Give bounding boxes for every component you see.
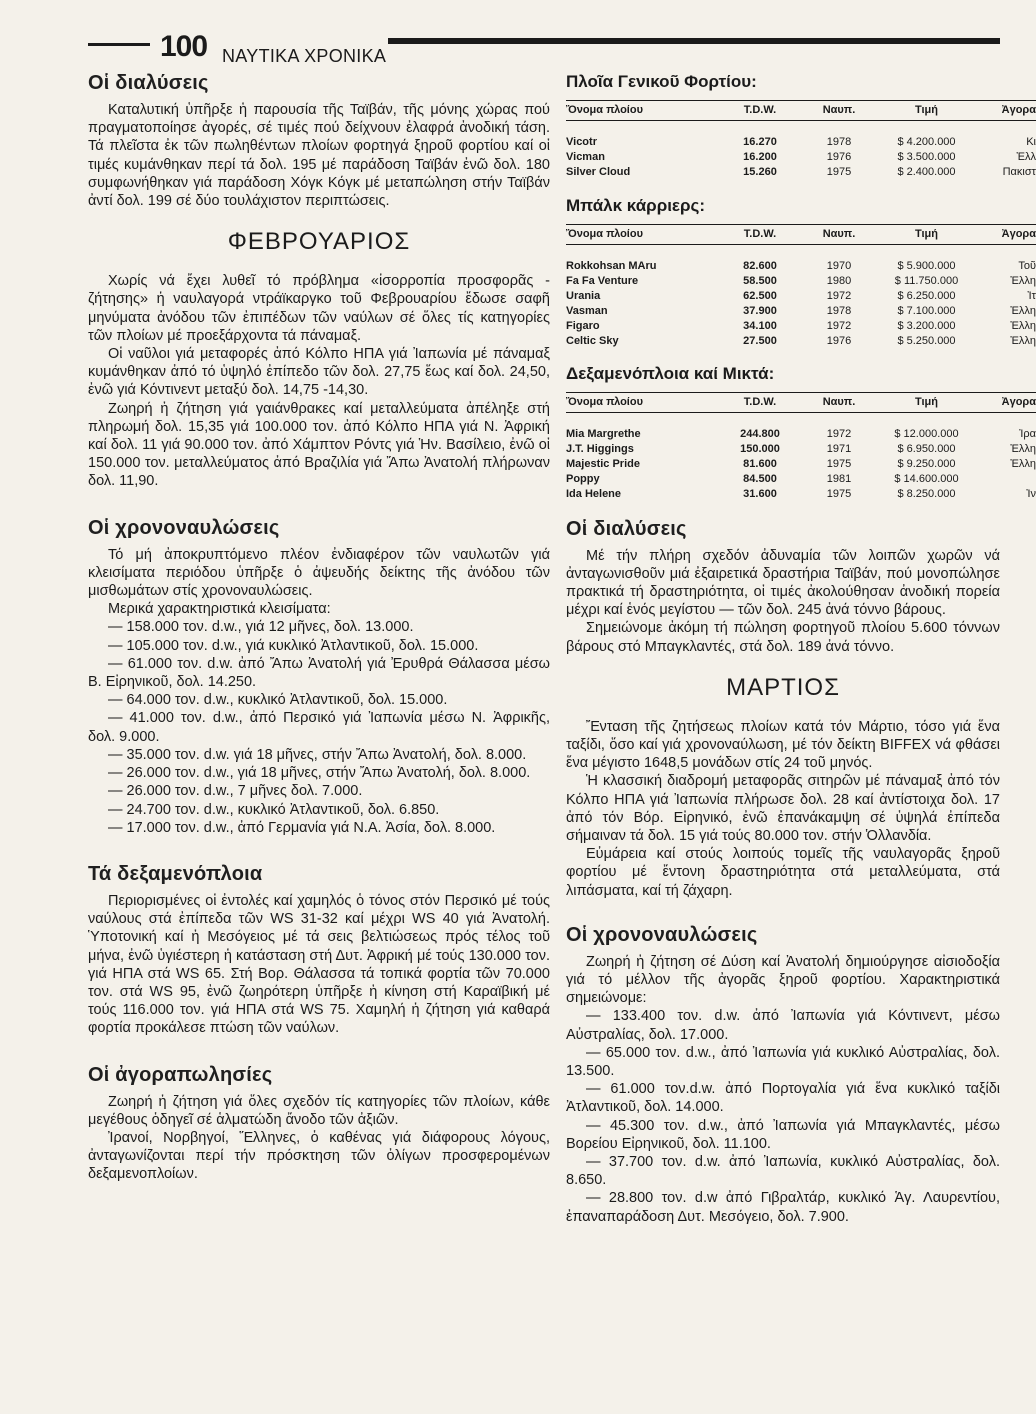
page-number: 100 xyxy=(160,30,208,63)
paragraph: Περιορισμένες οἱ ἐντολές καί χαμηλός ὁ τόνος στόν Περσικό μέ τούς ναύλους στά ἐπίπεδα τῶν WS 31-32 καί μέχρι WS 40 γιά Ἀνατολή. Ὑποτονική καί ἡ Μεσόγειος μέ τά σεις βελτιώσεως πρός τέλος τοῦ μήνα, ἐνῶ ὑγιέστερη ἡ κατάσταση στή Δυτ. Ἀφρική μέ τούς 130.000 τον. γιά ΗΠΑ στά WS 65. Στή Βορ. Θάλασσα τά τοπικά φορτία τῶν 70.000 τον. στά WS 95, ἐνῶ ζωηρότερη ὑπῆρξε ἡ κίνηση στή Καραϊβική μέ τούς 116.000 τον. γιά ΗΠΑ στά WS 75. Χαμηλή ἡ ζήτηση γιά καθαρά φορτία προκάλεσε πτώση τῶν ναύλων. xyxy=(88,892,550,1037)
table-row xyxy=(566,472,1036,487)
list-item: — 41.000 τον. d.w., ἀπό Περσικό γιά Ἰαπωνία μέσω Ν. Ἀφρικῆς, δολ. 9.000. xyxy=(88,710,550,745)
ships-table xyxy=(566,100,1036,180)
cell-tdw: 16.270 xyxy=(743,136,777,148)
table-spacer xyxy=(566,244,1036,258)
cell-tdw: 62.500 xyxy=(743,289,777,302)
right-column xyxy=(566,72,1036,1414)
cell-price: $ 2.400.000 xyxy=(897,166,956,178)
cell-ship-name: Poppy xyxy=(566,473,600,485)
cell-buyer: Ἑλλη xyxy=(1010,319,1036,332)
list-item: — 105.000 τον. d.w., γιά κυκλικό Ἀτλαντικοῦ, δολ. 15.000. xyxy=(108,637,479,654)
paragraph: Εὐμάρεια καί στούς λοιπούς τομεῖς τῆς ναυλαγορᾶς ξηροῦ φορτίου μέ ἔντονη δραστηριότητα στά μεταλλεύματα, στά λιπάσματα, καί τή ζάχαρη. xyxy=(566,846,1000,899)
cell-built-year: 1972 xyxy=(826,289,852,302)
cell-built-year: 1980 xyxy=(826,274,852,287)
section-title: Οἱ ἀγοραπωλησίες xyxy=(88,1063,273,1086)
cell-buyer: Ἑλλη xyxy=(1010,274,1036,287)
table-row xyxy=(566,135,1036,150)
cell-ship-name: Figaro xyxy=(566,319,600,332)
table-row xyxy=(566,258,1036,273)
paragraph: Ζωηρή ἡ ζήτηση γιά γαιάνθρακες καί μεταλλεύματα ἀπέληξε στή πληρωμή δολ. 15,35 γιά 100.000 τον. ἀπό Κόλπο ΗΠΑ γιά Ν. Ἀφρική καί δολ. 11 γιά 90.000 τον. ἀπό Χάμπτον Ρόντς γιά Ἡν. Βασίλειο, ἐνῶ οἱ 150.000 τον. μεταλλεύματος ἀπό Βραζιλία γιά Ἄπω Ἀνατολή πλήρωναν δολ. 11,90. xyxy=(88,400,550,490)
left-column xyxy=(88,72,550,1184)
section-sales-feb xyxy=(88,1064,550,1184)
list-item: — 37.700 τον. d.w. ἀπό Ἰαπωνία, κυκλικό Αὐστραλίας, δολ. 8.650. xyxy=(566,1153,1000,1189)
col-header-name: Ὄνομα πλοίου xyxy=(566,101,721,121)
cell-price: $ 7.100.000 xyxy=(897,304,956,317)
col-header-buyer: Ἀγορα xyxy=(974,224,1036,244)
page-header xyxy=(88,30,1000,70)
cell-tdw: 37.900 xyxy=(743,304,777,317)
cell-buyer: Ἰρα xyxy=(1019,428,1036,440)
cell-price: $ 14.600.000 xyxy=(894,473,959,485)
table-title: Δεξαμενόπλοια καί Μικτά: xyxy=(566,364,775,383)
cell-ship-name: J.T. Higgings xyxy=(566,443,634,455)
cell-buyer: Ἑλλη xyxy=(1010,304,1036,317)
col-header-built: Ναυπ. xyxy=(799,393,879,413)
cell-built-year: 1981 xyxy=(826,473,852,485)
col-header-tdw: T.D.W. xyxy=(721,101,799,121)
paragraph: Χωρίς νά ἔχει λυθεῖ τό πρόβλημα «ἰσορροπία προσφορᾶς - ζήτησης» ἡ ναυλαγορά ντράϊκαργκο τοῦ Φεβρουαρίου ἔδωσε σαφῆ μηνύματα ἀνόδου τῶν ἐπιπέδων τῶν ναύλων σέ ὅλες τίς κατηγορίες τῶν πλοίων μέ προεξάρχοντα τά πάναμαξ. xyxy=(88,273,550,344)
col-header-price: Τιμή xyxy=(879,101,974,121)
paragraph: Ἰρανοί, Νορβηγοί, Ἕλληνες, ὁ καθένας γιά διάφορους λόγους, ἀνταγωνίζονται περί τήν πρόσκτηση τῶν ὀλίγων προσφερομένων δεξαμενοπλοίων. xyxy=(88,1129,550,1183)
col-header-price: Τιμή xyxy=(879,224,974,244)
table-row xyxy=(566,442,1036,457)
cell-price: $ 6.250.000 xyxy=(897,289,956,302)
section-title: Τά δεξαμενόπλοια xyxy=(88,862,263,885)
cell-buyer: Ἰν xyxy=(1026,488,1036,500)
magazine-title: ΝΑΥΤΙΚΑ ΧΡΟΝΙΚΑ xyxy=(222,46,387,66)
table-title: Πλοῖα Γενικοῦ Φορτίου: xyxy=(566,72,757,91)
cell-buyer xyxy=(974,472,1036,487)
list-item: — 28.800 τον. d.w ἀπό Γιβραλτάρ, κυκλικό Ἁγ. Λαυρεντίου, ἐπαναπαράδοση Δυτ. Μεσόγειο, δολ. 7.900. xyxy=(566,1190,1000,1225)
col-header-built: Ναυπ. xyxy=(799,224,879,244)
cell-buyer: Ἑλλ xyxy=(1016,151,1036,163)
table-row xyxy=(566,288,1036,303)
section-title: Οἱ διαλύσεις xyxy=(566,517,687,540)
paragraph: Ζωηρή ἡ ζήτηση γιά ὅλες σχεδόν τίς κατηγορίες τῶν πλοίων, κάθε μεγέθους ὁδηγεῖ σέ ἁλματώδη ἄνοδο τῶν ἀξιῶν. xyxy=(88,1093,550,1128)
cell-built-year: 1975 xyxy=(826,166,852,178)
cell-price: $ 5.900.000 xyxy=(897,259,956,272)
cell-tdw: 34.100 xyxy=(743,319,777,332)
cell-built-year: 1975 xyxy=(826,488,852,500)
table-spacer xyxy=(566,121,1036,135)
col-header-tdw: T.D.W. xyxy=(721,224,799,244)
cell-built-year: 1978 xyxy=(826,304,852,317)
cell-price: $ 11.750.000 xyxy=(894,274,959,287)
paragraph: Σημειώνομε ἀκόμη τή πώληση φορτηγοῦ πλοίου 5.600 τόννων βάρους στό Μπαγκλαντές, στά δολ. 189 ἀνά τόννο. xyxy=(566,620,1000,655)
cell-built-year: 1971 xyxy=(826,443,852,455)
paragraph: Ζωηρή ἡ ζήτηση σέ Δύση καί Ἀνατολή δημιούργησε αἰσιοδοξία γιά τό μέλλον τῆς ἀγορᾶς ξηροῦ φορτίου. Χαρακτηριστικά σημειώνομε: xyxy=(566,953,1000,1007)
cell-price: $ 3.200.000 xyxy=(897,319,956,332)
section-february xyxy=(88,272,550,490)
col-header-built: Ναυπ. xyxy=(799,101,879,121)
cell-ship-name: Silver Cloud xyxy=(566,166,631,178)
cell-price: $ 4.200.000 xyxy=(897,136,956,148)
cell-buyer: Ἑλλη xyxy=(1010,334,1036,347)
section-chrononavlosis-feb xyxy=(88,517,550,837)
cell-built-year: 1972 xyxy=(826,428,852,440)
cell-price: $ 9.250.000 xyxy=(897,458,956,470)
paragraph: Καταλυτική ὑπῆρξε ἡ παρουσία τῆς Ταϊβάν, τῆς μόνης χώρας πού πραγματοποίησε ἀγορές, σέ τιμές πού δείχνουν ἐλαφρά ἀνοδική τάση. Τά πλεῖστα ἐκ τῶν πωληθέντων πλοίων φορτηγά ξηροῦ φορτίου καί οἱ τιμές κυμάνθηκαν περί τά δολ. 195 μέ παράδοση Ταϊβάν ἐνῶ δολ. 180 συμφωνήθηκαν γιά παράδοση Χόγκ Κόγκ μέ μεταπώληση στήν Ταϊβάν ἀντί δολ. 199 σέ δύο τουλάχιστον περιπτώσεις. xyxy=(88,102,550,210)
table-title: Μπάλκ κάρριερς: xyxy=(566,195,706,215)
cell-tdw: 15.260 xyxy=(743,166,777,178)
cell-buyer: Τοῦ xyxy=(1018,259,1036,272)
cell-ship-name: Rokkohsan MAru xyxy=(566,259,657,272)
month-title-february: ΦΕΒΡΟΥΑΡΙΟΣ xyxy=(227,228,411,256)
cell-tdw: 81.600 xyxy=(743,458,777,470)
cell-buyer: Ἑλλη xyxy=(1010,458,1036,470)
list-item: — 26.000 τον. d.w., 7 μῆνες δολ. 7.000. xyxy=(108,783,363,800)
list-item: — 45.300 τον. d.w., ἀπό Ἰαπωνία γιά Μπαγκλαντές, μέσω Βορείου Εἰρηνικοῦ, δολ. 11.100. xyxy=(566,1117,1000,1152)
cell-tdw: 150.000 xyxy=(740,443,780,455)
section-title: Οἱ χρονοναυλώσεις xyxy=(88,516,280,539)
charter-list xyxy=(566,1007,1000,1225)
list-item: — 133.400 τον. d.w. ἀπό Ἰαπωνία γιά Κόντινεντ, μέσω Αὐστραλίας, δολ. 17.000. xyxy=(566,1008,1000,1043)
month-title-march: ΜΑΡΤΙΟΣ xyxy=(726,673,840,701)
list-title: Μερικά χαρακτηριστικά κλεισίματα: xyxy=(108,601,331,618)
cell-ship-name: Vicotr xyxy=(566,136,597,148)
header-rule-right xyxy=(388,38,1000,44)
col-header-buyer: Ἀγορα xyxy=(974,101,1036,121)
cell-ship-name: Urania xyxy=(566,289,601,302)
ships-table xyxy=(566,392,1036,502)
cell-ship-name: Celtic Sky xyxy=(566,334,619,347)
ships-table xyxy=(566,224,1036,349)
section-march xyxy=(566,718,1000,900)
col-header-price: Τιμή xyxy=(879,393,974,413)
cell-ship-name: Majestic Pride xyxy=(566,458,640,470)
cell-tdw: 27.500 xyxy=(743,334,777,347)
paragraph: Μέ τήν πλήρη σχεδόν ἀδυναμία τῶν λοιπῶν χωρῶν νά ἀνταγωνισθοῦν μιά ἐξαιρετικά δραστήρια Ταϊβάν, πού μονοπώλησε πρακτικά τή δραστηριότητα, οἱ τιμές ἀκολούθησαν ἀνοδική πορεία μέχρι καί ἑνός μεγίστου — τῶν δολ. 245 ἀνά τόννο βάρους. xyxy=(566,547,1000,619)
paragraph: Οἱ ναῦλοι γιά μεταφορές ἀπό Κόλπο ΗΠΑ γιά Ἰαπωνία μέ πάναμαξ κυμάνθηκαν ἀπό τό ὑψηλό ἐπίπεδο τῶν δολ. 27,75 ἕως καί δολ. 24,50, ἐνῶ γιά Κόντινεντ μεταξύ δολ. 14,75 -14,30. xyxy=(88,346,550,399)
cell-buyer: Ἰτ xyxy=(1027,289,1036,302)
table-header-row xyxy=(566,224,1036,244)
section-dialyseis-mar xyxy=(566,518,1000,656)
cell-ship-name: Mia Margrethe xyxy=(566,428,641,440)
table-header-row xyxy=(566,393,1036,413)
cell-ship-name: Vicman xyxy=(566,151,605,163)
header-rule-left xyxy=(88,43,150,46)
cell-tdw: 82.600 xyxy=(743,259,777,272)
cell-price: $ 12.000.000 xyxy=(894,428,959,440)
paragraph: Ἡ κλασσική διαδρομή μεταφορᾶς σιτηρῶν μέ πάναμαξ ἀπό τόν Κόλπο ΗΠΑ γιά Ἰαπωνία πλήρωσε δολ. 28 καί ἀντίστοιχα δολ. 17 ἀπό τόν Βόρ. Εἰρηνικό, ἐνῶ ἐπανάκαμψη σέ ὑψηλά ἐπίπεδα σήμαιναν τά δολ. 15 γιά τούς 80.000 τον. στήν Ὁλλανδία. xyxy=(566,773,1000,844)
table-row xyxy=(566,273,1036,288)
table-row xyxy=(566,487,1036,502)
cell-ship-name: Fa Fa Venture xyxy=(566,274,639,287)
table-general-cargo xyxy=(566,72,1036,180)
table-row xyxy=(566,318,1036,333)
cell-tdw: 244.800 xyxy=(740,428,780,440)
list-item: — 65.000 τον. d.w., ἀπό Ἰαπωνία γιά κυκλικό Αὐστραλίας, δολ. 13.500. xyxy=(566,1044,1000,1079)
col-header-tdw: T.D.W. xyxy=(721,393,799,413)
table-row xyxy=(566,427,1036,442)
cell-tdw: 58.500 xyxy=(743,274,777,287)
list-item: — 61.000 τον.d.w. ἀπό Πορτογαλία γιά ἕνα κυκλικό ταξίδι Ἀτλαντικοῦ, δολ. 14.000. xyxy=(566,1081,1000,1116)
table-row xyxy=(566,150,1036,165)
cell-price: $ 6.950.000 xyxy=(897,443,956,455)
cell-buyer: Ἑλλη xyxy=(1010,443,1036,455)
cell-buyer: Πακιστ xyxy=(1002,166,1036,178)
cell-price: $ 3.500.000 xyxy=(897,151,956,163)
table-bulk-carriers xyxy=(566,195,1036,349)
list-item: — 26.000 τον. d.w., γιά 18 μῆνες, στήν Ἄπω Ἀνατολή, δολ. 8.000. xyxy=(108,765,531,782)
paragraph: Τό μή ἀποκρυπτόμενο πλέον ἐνδιαφέρον τῶν ναυλωτῶν γιά κλεισίματα περιόδου ὑπῆρξε ὁ ἀψευδής δείκτης τῆς ἀνόδου τῶν μισθωμάτων στίς χρονοναυλώσεις. xyxy=(88,546,550,600)
list-item: — 35.000 τον. d.w. γιά 18 μῆνες, στήν Ἄπω Ἀνατολή, δολ. 8.000. xyxy=(108,746,527,763)
charter-list xyxy=(88,618,550,836)
cell-built-year: 1976 xyxy=(826,151,852,163)
cell-built-year: 1970 xyxy=(826,259,852,272)
table-row xyxy=(566,333,1036,348)
table-tankers-mixed xyxy=(566,364,1036,502)
table-row xyxy=(566,303,1036,318)
list-item: — 64.000 τον. d.w., κυκλικό Ἀτλαντικοῦ, δολ. 15.000. xyxy=(108,692,448,709)
table-row xyxy=(566,457,1036,472)
section-chrononavlosis-mar xyxy=(566,924,1000,1226)
cell-ship-name: Vasman xyxy=(566,304,608,317)
cell-price: $ 5.250.000 xyxy=(897,334,956,347)
table-header-row xyxy=(566,101,1036,121)
list-item: — 17.000 τον. d.w., ἀπό Γερμανία γιά Ν.Α. Ἀσία, δολ. 8.000. xyxy=(108,819,496,836)
cell-ship-name: Ida Helene xyxy=(566,488,622,500)
cell-built-year: 1972 xyxy=(826,319,852,332)
section-dialyseis-feb xyxy=(88,72,550,210)
cell-tdw: 84.500 xyxy=(743,473,777,485)
cell-buyer: Κι xyxy=(1026,136,1036,148)
cell-price: $ 8.250.000 xyxy=(897,488,956,500)
list-item: — 158.000 τον. d.w., γιά 12 μῆνες, δολ. 13.000. xyxy=(108,619,414,636)
cell-built-year: 1975 xyxy=(826,458,852,470)
list-item: — 61.000 τον. d.w. ἀπό Ἄπω Ἀνατολή γιά Ἐρυθρά Θάλασσα μέσω Β. Εἰρηνικοῦ, δολ. 14.250. xyxy=(88,655,550,691)
list-item: — 24.700 τον. d.w., κυκλικό Ἀτλαντικοῦ, δολ. 6.850. xyxy=(108,801,440,818)
cell-tdw: 16.200 xyxy=(743,151,777,163)
paragraph: Ἔνταση τῆς ζητήσεως πλοίων κατά τόν Μάρτιο, τόσο γιά ἕνα ταξίδι, ὅσο καί γιά χρονοναύλωση, μέ τόν δείκτη BIFFEX νά φθάσει ἕνα μέγιστο 1648,5 μονάδων στίς 24 τοῦ μηνός. xyxy=(566,718,1000,772)
cell-tdw: 31.600 xyxy=(743,488,777,500)
section-tankers-feb xyxy=(88,863,550,1038)
col-header-name: Ὄνομα πλοίου xyxy=(566,224,721,244)
table-spacer xyxy=(566,413,1036,427)
cell-built-year: 1976 xyxy=(826,334,852,347)
col-header-buyer: Ἀγορα xyxy=(974,393,1036,413)
cell-built-year: 1978 xyxy=(826,136,852,148)
table-row xyxy=(566,165,1036,180)
col-header-name: Ὄνομα πλοίου xyxy=(566,393,721,413)
section-title: Οἱ χρονοναυλώσεις xyxy=(566,923,758,946)
section-title: Οἱ διαλύσεις xyxy=(88,72,209,94)
